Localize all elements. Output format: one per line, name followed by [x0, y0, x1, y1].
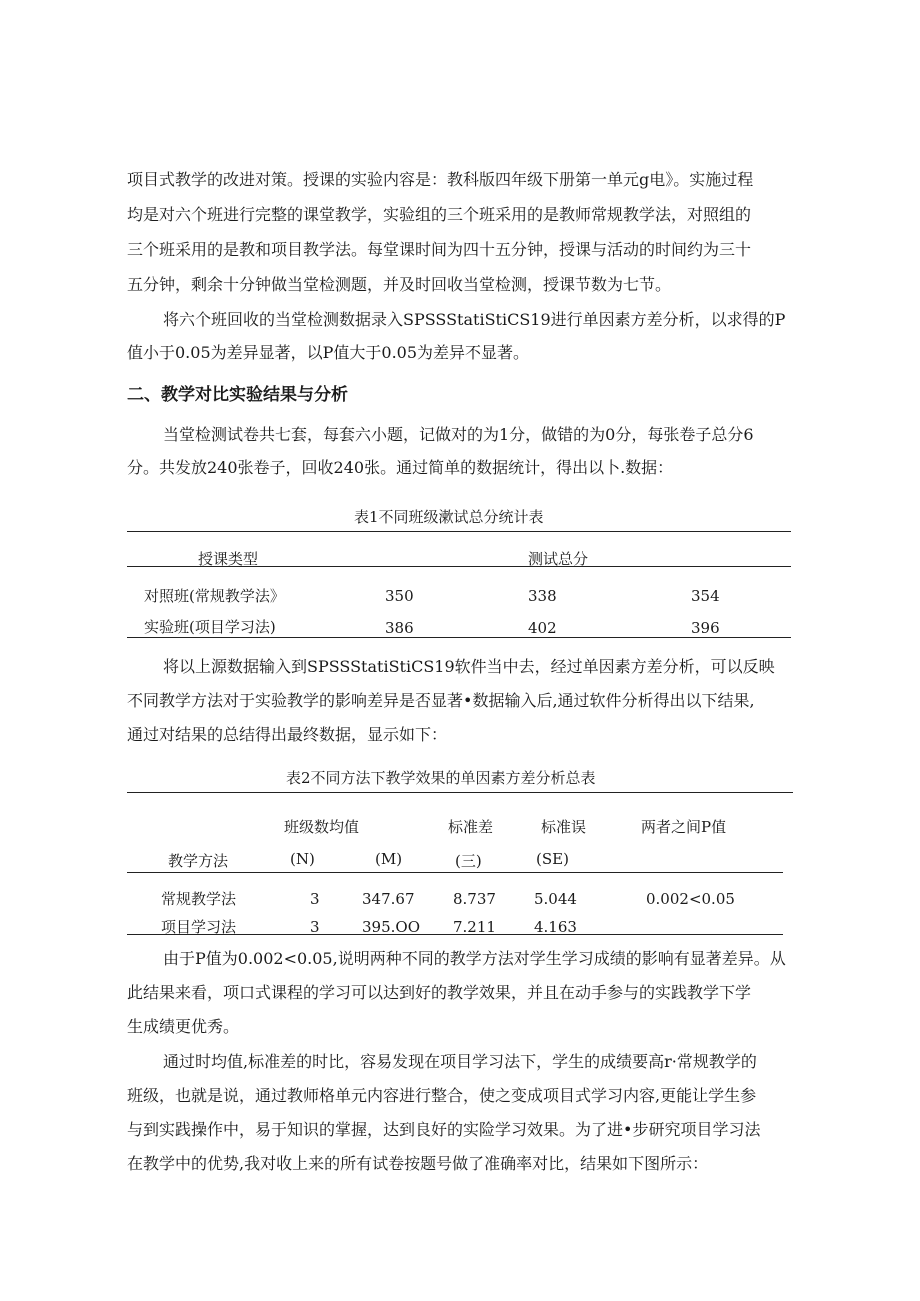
value-cell: 8.737 [453, 890, 496, 908]
text-line: 值小于0.05为差异显著，以P值大于0.05为差异不显著。 [127, 343, 530, 362]
table-header-cell: 测试总分 [528, 550, 589, 568]
table-caption: 表2不同方法下教学效果的单因素方差分析总表 [286, 769, 596, 787]
score-cell: 402 [528, 619, 557, 637]
table-bottom-rule [127, 934, 783, 935]
p-value-cell: 0.002<0.05 [646, 890, 735, 908]
table-header-cell: 两者之间P值 [641, 818, 727, 836]
table-header-cell: (三) [455, 852, 482, 870]
value-cell: 7.211 [453, 918, 496, 936]
value-cell: 347.67 [362, 890, 415, 908]
score-cell: 338 [528, 587, 557, 605]
text-line: 此结果来看，项口式课程的学习可以达到好的教学效果，并且在动手参与的实践教学下学 [127, 983, 752, 1002]
table-header-cell: (SE) [536, 850, 569, 868]
table-caption: 表1不同班级漱试总分统计表 [354, 508, 544, 526]
row-label: 实验班(项目学习法) [144, 618, 276, 636]
table-header-cell: 标准误 [541, 818, 587, 836]
table-header-cell: 教学方法 [168, 852, 229, 870]
table-header-cell: (M) [375, 850, 403, 868]
text-line: 由于P值为0.002<0.05,说明两种不同的教学方法对学生学习成绩的影响有显著差异。从 [163, 949, 786, 968]
table-top-rule [127, 792, 793, 793]
table-header-cell: (N) [290, 850, 315, 868]
value-cell: 3 [310, 890, 320, 908]
table-header-cell: 授课类型 [198, 550, 259, 568]
text-line: 与到实践操作中，易于知识的掌握，达到良好的实险学习效果。为了进•步研究项目学习法 [127, 1120, 761, 1139]
text-line: 通过对结果的总结得出最终数据，显示如下： [127, 725, 448, 744]
table-top-rule [127, 531, 791, 532]
text-line: 通过时均值,标准差的时比，容易发现在项目学习法下，学生的成绩要高r·常规教学的 [163, 1052, 757, 1071]
score-cell: 354 [691, 587, 720, 605]
text-line: 项目式教学的改进对策。授课的实验内容是：教科版四年级下册第一单元g电》。实施过程 [127, 170, 754, 189]
text-line: 生成绩更优秀。 [127, 1017, 240, 1036]
text-line: 五分钟，剩余十分钟做当堂检测题，并及时回收当堂检测，授课节数为七节。 [127, 275, 672, 294]
text-line: 将六个班回收的当堂检测数据录入SPSSStatiStiCS19进行单因素方差分析，以求得的P [163, 310, 786, 329]
text-line: 班级，也就是说，通过教师格单元内容进行整合，使之变成项目式学习内容,更能让学生参 [127, 1086, 757, 1105]
section-heading: 二、教学对比实验结果与分析 [127, 385, 348, 405]
value-cell: 5.044 [534, 890, 577, 908]
value-cell: 3 [310, 918, 320, 936]
text-line: 三个班采用的是教和项目教学法。每堂课时间为四十五分钟，授课与活动的时间约为三十 [127, 240, 752, 259]
table-bottom-rule [127, 637, 791, 638]
row-label: 项目学习法 [161, 918, 237, 936]
table-header-cell: 班级数均值 [284, 818, 360, 836]
score-cell: 396 [691, 619, 720, 637]
score-cell: 350 [385, 587, 414, 605]
text-line: 均是对六个班进行完整的课堂教学，实验组的三个班采用的是教师常规教学法，对照组的 [127, 205, 752, 224]
table-header-rule [127, 872, 783, 873]
row-label: 对照班(常规教学法》 [144, 587, 285, 605]
value-cell: 4.163 [534, 918, 577, 936]
text-line: 将以上源数据输入到SPSSStatiStiCS19软件当中去，经过单因素方差分析，可以反映 [163, 657, 775, 676]
row-label: 常规教学法 [161, 890, 237, 908]
text-line: 不同教学方法对于实验教学的影响差异是否显著•数据输入后,通过软件分析得出以下结果, [127, 691, 755, 710]
table-header-cell: 标准差 [448, 818, 494, 836]
table-header-rule [127, 566, 791, 567]
text-line: 当堂检测试卷共七套，每套六小题，记做对的为1分，做错的为0分，每张卷子总分6 [163, 425, 754, 444]
text-line: 分。共发放240张卷子，回收240张。通过简单的数据统计，得出以卜.数据： [127, 458, 674, 477]
text-line: 在教学中的优势,我对收上来的所有试卷按题号做了准确率对比，结果如下图所示： [127, 1154, 709, 1173]
value-cell: 395.OO [362, 918, 420, 936]
score-cell: 386 [385, 619, 414, 637]
